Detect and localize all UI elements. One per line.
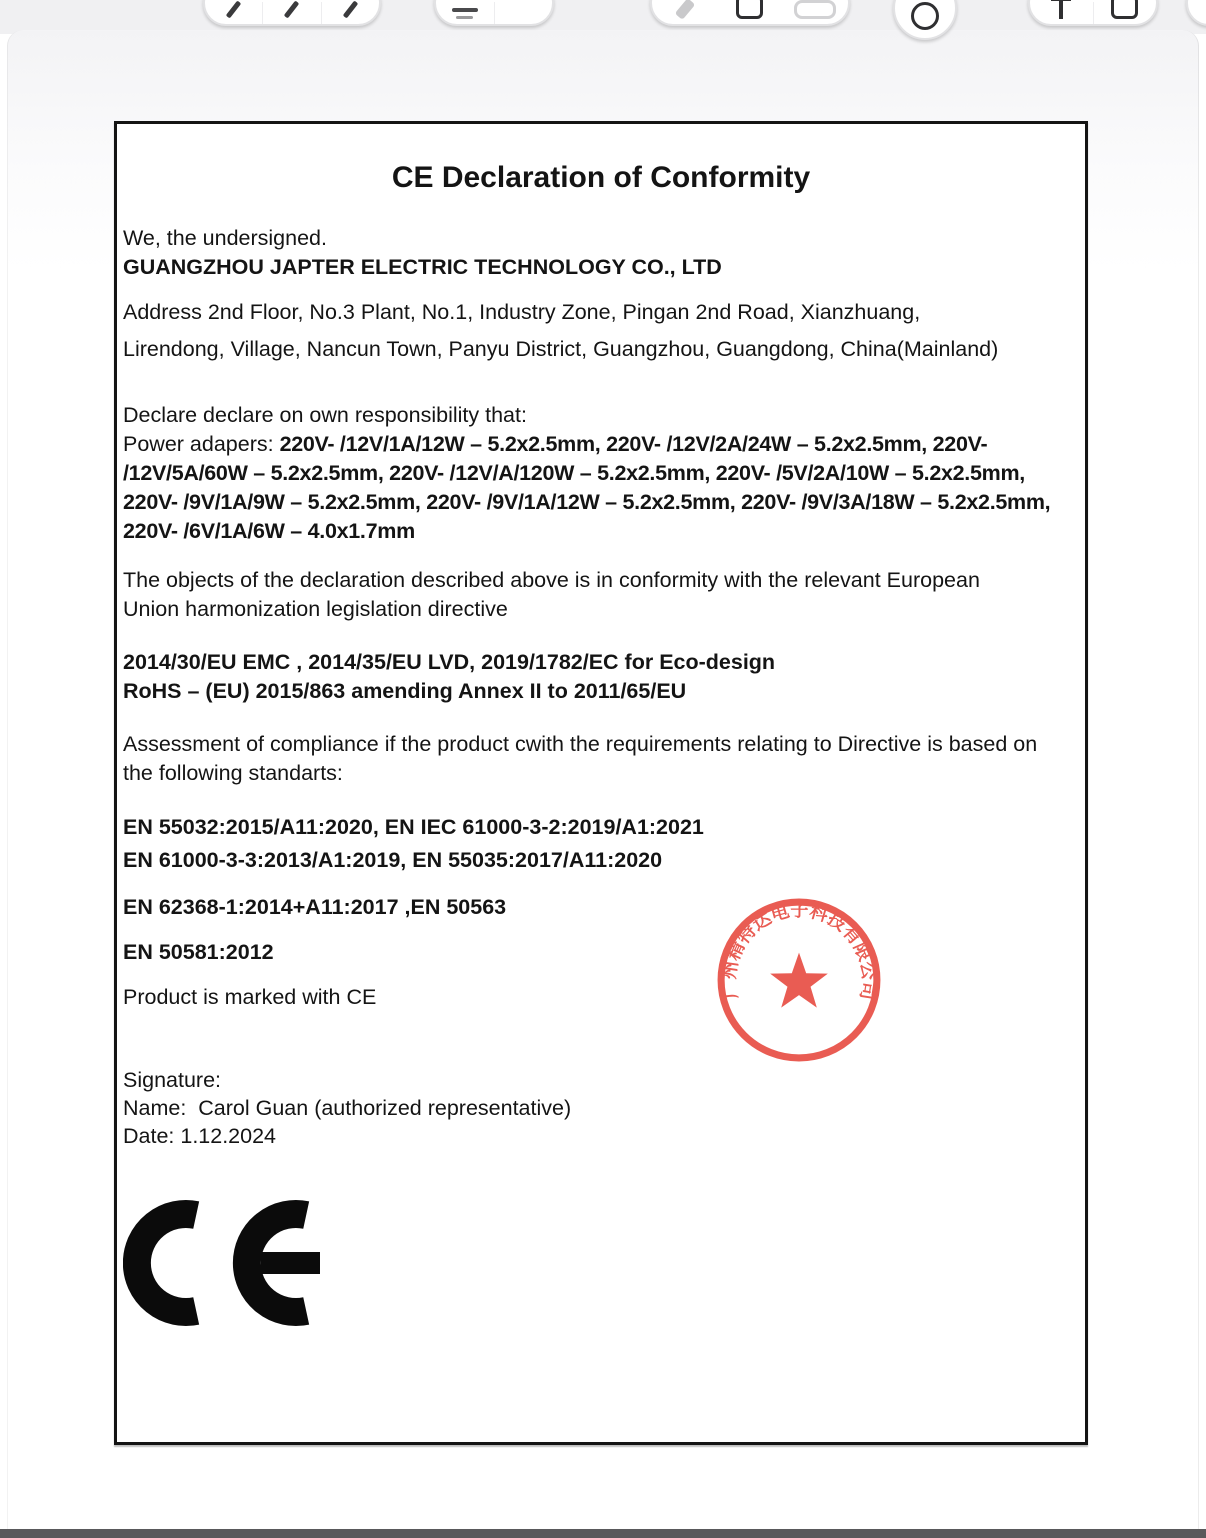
tool-button[interactable] — [495, 19, 553, 24]
conformity-paragraph: The objects of the declaration described above is in conformity with the relevant European Union harmonization legislation directive — [123, 568, 986, 621]
page-title: CE Declaration of Conformity — [391, 161, 811, 194]
shape-tools-group[interactable] — [650, 0, 850, 26]
standard-line: EN 62368-1:2014+A11:2017 ,EN 50563 — [123, 895, 507, 919]
timer-icon — [911, 2, 939, 30]
text-tool-icon — [1051, 0, 1071, 19]
intro-line: We, the undersigned. — [123, 226, 327, 250]
declaration-intro: Declare declare on own responsibility that: — [123, 403, 527, 427]
signature-name: Name: Carol Guan (authorized representative) — [123, 1096, 572, 1120]
standard-line: EN 55032:2015/A11:2020, EN IEC 61000-3-2:2019/A1:2021 — [123, 815, 704, 839]
pen-icon — [226, 0, 242, 18]
stamp-text: 广州精特达电子科技有限公司 — [718, 900, 880, 1002]
square-shape-icon — [1111, 0, 1138, 19]
text-tool-button[interactable] — [1030, 0, 1093, 24]
underline-tool-button[interactable] — [436, 8, 494, 24]
declaration-block — [123, 401, 1057, 546]
timer-tool-button[interactable] — [893, 0, 957, 40]
ce-mark-logo — [123, 1199, 323, 1327]
company-name: GUANGZHOU JAPTER ELECTRIC TECHNOLOGY CO., LTD — [123, 255, 722, 279]
intro-block — [123, 224, 722, 282]
products-label: Power adapers: — [123, 432, 280, 456]
rectangle-shape-button[interactable] — [783, 0, 848, 24]
star-icon — [770, 953, 828, 1008]
app-toolbar-strip — [0, 0, 1206, 34]
highlighter-tool-button[interactable] — [652, 0, 717, 24]
square-shape-icon — [736, 0, 763, 19]
company-stamp — [713, 894, 885, 1066]
address-line-1: Address 2nd Floor, No.3 Plant, No.1, Industry Zone, Pingan 2nd Road, Xianzhuang, — [123, 300, 921, 324]
pen-icon — [284, 0, 300, 18]
underline-icon — [452, 8, 478, 19]
square-shape-button[interactable] — [717, 0, 782, 24]
certificate-border — [114, 121, 1088, 1445]
address-block — [123, 294, 1075, 368]
pen-icon — [342, 0, 358, 18]
standard-line: EN 61000-3-3:2013/A1:2019, EN 55035:2017/A11:2020 — [123, 848, 663, 872]
products-list: 220V- /12V/1A/12W – 5.2x2.5mm, 220V- /12V/2A/24W – 5.2x2.5mm, 220V- /12V/5A/60W – 5.2x2.5mm, 220V- /12V/A/120W – 5.2x2.5mm, 220V- /5V/2A/10W – 5.2x2.5mm, 220V- /9V/1A/9W – 5.2x2.5mm, 220V- /9V/1A/12W – 5.2x2.5mm, 220V- /9V/3A/18W – 5.2x2.5mm, 220V- /6V/1A/6W – 4.0x1.7mm — [123, 432, 1057, 543]
signature-label: Signature: — [123, 1068, 222, 1092]
standard-line: EN 50581:2012 — [123, 940, 274, 964]
directives-block — [123, 648, 775, 706]
directive-line-2: RoHS – (EU) 2015/863 amending Annex II to 2011/65/EU — [123, 679, 687, 703]
pen-tools-group[interactable] — [203, 0, 381, 26]
highlighter-icon — [674, 0, 695, 20]
directive-line-1: 2014/30/EU EMC , 2014/35/EU LVD, 2019/1782/EC for Eco-design — [123, 650, 776, 674]
text-insert-group[interactable] — [1028, 0, 1158, 26]
shape-tool-button[interactable] — [1094, 0, 1157, 24]
signature-block — [123, 1066, 571, 1150]
ce-marking-note: Product is marked with CE — [123, 985, 377, 1009]
assessment-paragraph: Assessment of compliance if the product cwith the requirements relating to Directive is based on the following standarts: — [123, 732, 1044, 785]
signature-date: Date: 1.12.2024 — [123, 1124, 277, 1148]
pen-tool-button[interactable] — [205, 0, 262, 24]
pen-tool-button[interactable] — [322, 0, 379, 24]
address-line-2: Lirendong, Village, Nancun Town, Panyu District, Guangzhou, Guangdong, China(Mainland) — [123, 337, 999, 361]
bottom-window-edge — [0, 1529, 1206, 1538]
pen-tool-button[interactable] — [263, 0, 320, 24]
text-style-group[interactable] — [434, 0, 554, 26]
rectangle-shape-icon — [794, 0, 836, 19]
ce-letter-e-bar — [261, 1252, 320, 1274]
ce-letter-c — [137, 1214, 196, 1312]
